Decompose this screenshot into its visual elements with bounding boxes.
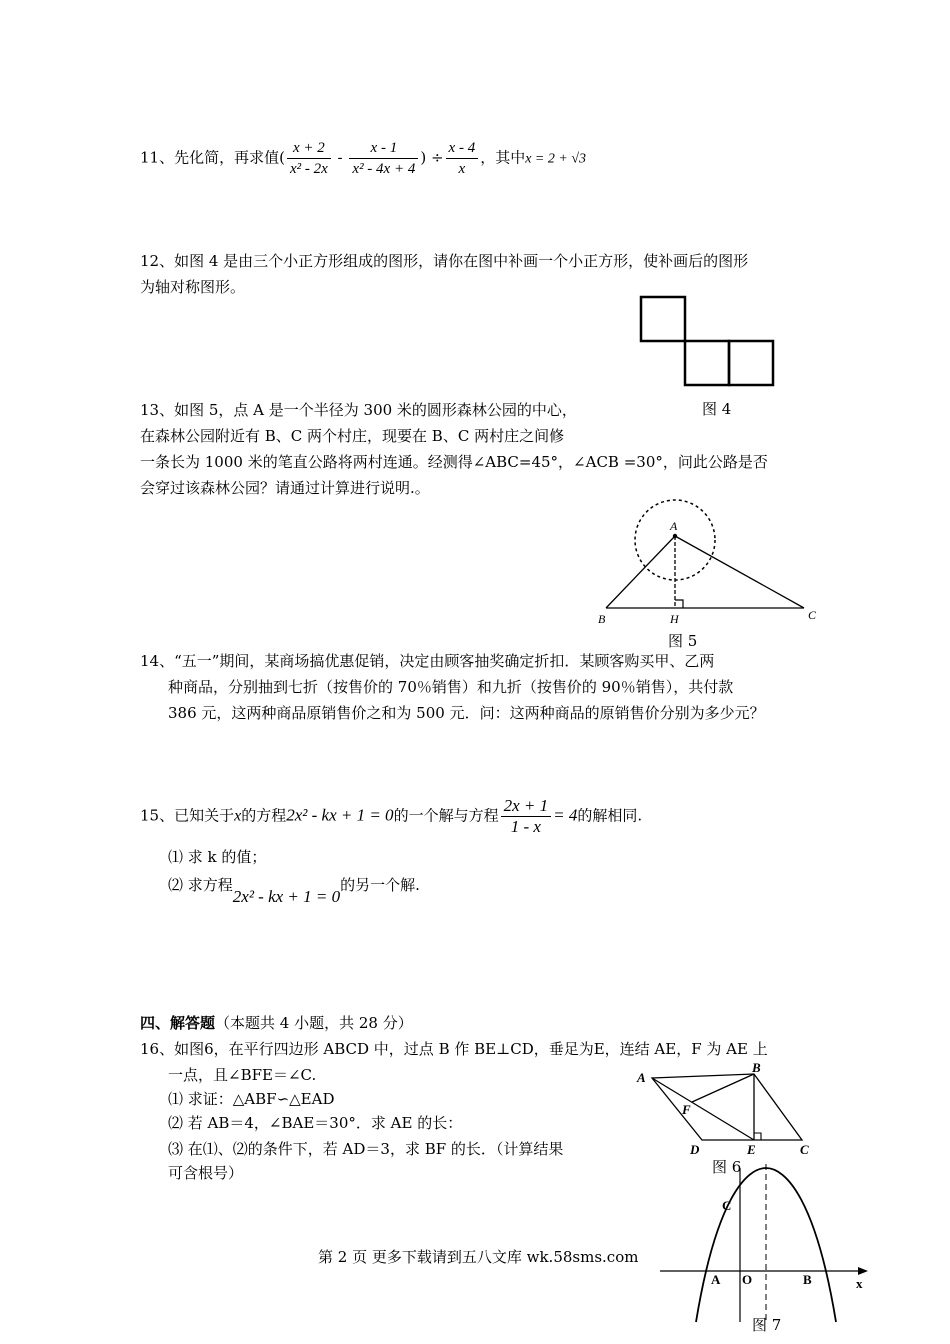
figure-6	[632, 1062, 822, 1158]
q11-line	[140, 138, 586, 179]
q11-minus: -	[337, 148, 343, 167]
fig6-label-f: F	[682, 1102, 691, 1117]
page-footer: 第 2 页 更多下载请到五八文库 wk.58sms.com	[318, 1248, 639, 1266]
figure-7	[656, 1160, 874, 1324]
fig5-side-ac	[675, 536, 804, 608]
fig4-square-mid	[685, 341, 729, 385]
q11-close-div: ) ÷	[420, 148, 444, 167]
fig5-caption: 图 5	[668, 632, 698, 650]
figure-5	[592, 492, 828, 632]
q15-sub2-suffix: 的另一个解.	[340, 876, 420, 894]
q15-sub1: ⑴ 求 k 的值；	[168, 848, 267, 866]
fig5-label-c: C	[808, 608, 817, 622]
fig7-label-b: B	[803, 1272, 812, 1287]
fig6-line-bf	[692, 1074, 754, 1102]
q16-sub3b: 可含根号）	[168, 1164, 244, 1182]
fig5-point-a	[673, 534, 677, 538]
q16-sub2: ⑵ 若 AB＝4，∠BAE＝30°．求 AE 的长：	[168, 1114, 463, 1132]
q14-line3: 386 元，这两种商品原销售价之和为 500 元．问：这两种商品的原销售价分别为多少元？	[168, 704, 765, 722]
fig6-right-angle	[754, 1133, 761, 1140]
fig4-caption: 图 4	[702, 400, 732, 418]
fig7-label-x: x	[856, 1276, 863, 1291]
fig5-label-h: H	[670, 612, 679, 626]
fig5-side-ab	[606, 536, 675, 608]
fig6-label-c: C	[800, 1142, 809, 1157]
fig5-label-a: A	[670, 519, 678, 533]
q15-eq1: 2x² - kx + 1 = 0	[286, 805, 394, 825]
q11-label: 11、先化简，再求值(	[140, 148, 285, 167]
q15-frac: $\frac{2x + 1}{1 - x}$	[501, 796, 552, 837]
q12-line1: 12、如图 4 是由三个小正方形组成的图形，请你在图中补画一个小正方形，使补画后的图形	[140, 252, 749, 270]
fig7-caption: 图 7	[752, 1316, 782, 1334]
section4-title: 四、解答题	[140, 1014, 216, 1032]
q15-mid1: 的方程	[241, 806, 287, 825]
q13-line3: 一条长为 1000 米的笔直公路将两村连通。经测得∠ABC=45°，∠ACB =30°，问此公路是否	[140, 453, 768, 471]
fig7-x-arrow	[858, 1267, 868, 1275]
fig6-label-e: E	[747, 1142, 756, 1157]
q11-frac1: $\frac{x + 2}{\text{x² - 2x}}$	[287, 138, 331, 179]
fig4-square-right	[729, 341, 773, 385]
q14-line2: 种商品，分别抽到七折（按售价的 70％销售）和九折（按售价的 90％销售），共付款	[168, 678, 734, 696]
fig6-line-ae	[652, 1078, 754, 1140]
q16-line1: 16、如图6，在平行四边形 ABCD 中，过点 B 作 BE⊥CD，垂足为E，连结 AE，F 为 AE 上	[140, 1040, 768, 1058]
fig6-label-d: D	[690, 1142, 700, 1157]
q15-sub2-prefix: ⑵ 求方程	[168, 876, 233, 894]
section4-heading	[140, 1012, 413, 1034]
q15-suffix: 的解相同.	[577, 806, 643, 825]
q15-var-x: x	[234, 807, 242, 825]
fig6-caption: 图 6	[712, 1158, 742, 1176]
q15-sub2	[168, 874, 420, 906]
q12-line2: 为轴对称图形。	[140, 278, 246, 296]
fig6-label-a: A	[637, 1070, 646, 1085]
q15-line	[140, 796, 642, 837]
fig5-right-angle	[675, 600, 683, 608]
fig7-label-a: A	[711, 1272, 721, 1287]
q16-sub1: ⑴ 求证：△ABF∽△EAD	[168, 1090, 335, 1108]
q15-prefix: 15、已知关于	[140, 806, 235, 825]
fig4-square-top	[641, 297, 685, 341]
q13-line4: 会穿过该森林公园？请通过计算进行说明.。	[140, 479, 430, 497]
fig6-label-b: B	[752, 1062, 761, 1075]
q13-line2: 在森林公园附近有 B、C 两个村庄，现要在 B、C 两村庄之间修	[140, 427, 565, 445]
fig7-label-o: O	[742, 1272, 753, 1287]
fig7-label-c: C	[722, 1198, 732, 1213]
figure-4	[638, 294, 778, 390]
q15-mid2: 的一个解与方程	[393, 806, 499, 825]
section4-note: （本题共 4 小题，共 28 分）	[215, 1014, 413, 1032]
q11-where: ，其中	[480, 148, 526, 167]
q16-line2: 一点，且∠BFE＝∠C.	[168, 1066, 317, 1084]
q14-line1: 14、“五一”期间，某商场搞优惠促销，决定由顾客抽奖确定折扣．某顾客购买甲、乙两	[140, 652, 715, 670]
fig6-parallelogram	[652, 1074, 802, 1140]
q15-sub2-eq: 2x² - kx + 1 = 0	[232, 887, 341, 906]
q11-frac3: $\frac{x - 4}{x}$	[446, 138, 479, 179]
q11-value: x = 2 + √3	[525, 151, 587, 167]
q11-frac2: $\frac{x - 1}{\text{x² - 4x + 4}}$	[349, 138, 418, 179]
q13-line1: 13、如图 5，点 A 是一个半径为 300 米的圆形森林公园的中心，	[140, 401, 577, 419]
q15-eq2-rhs: = 4	[553, 805, 578, 825]
fig5-label-b: B	[598, 612, 606, 626]
q16-sub3: ⑶ 在⑴、⑵的条件下，若 AD＝3，求 BF 的长．（计算结果	[168, 1140, 564, 1158]
